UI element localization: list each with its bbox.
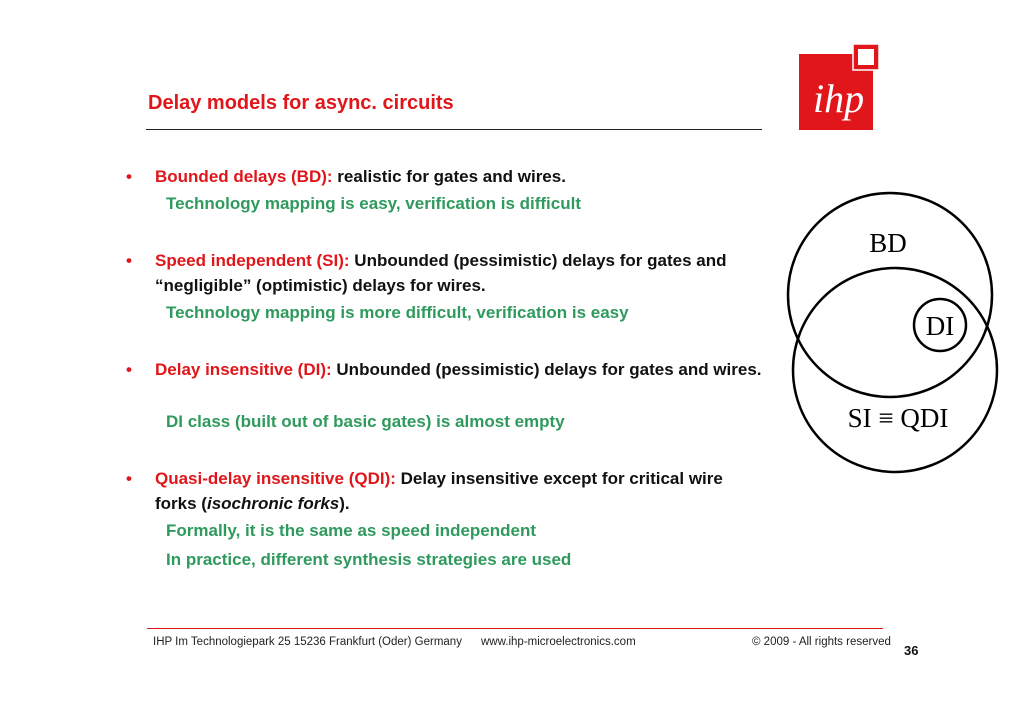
bullet-lead: Delay insensitive (DI): — [155, 360, 332, 379]
bullet-note: In practice, different synthesis strategies are used — [166, 550, 572, 569]
bullet-note: Technology mapping is easy, verification is difficult — [166, 194, 582, 213]
bullet-marker: • — [126, 167, 132, 186]
logo-text: ihp — [813, 76, 865, 121]
bullet-text: Delay insensitive except for critical wire forks ( — [155, 469, 723, 513]
bullet-marker: • — [126, 469, 132, 488]
footer-address: IHP Im Technologiepark 25 15236 Frankfurt (Oder) Germany — [153, 636, 462, 648]
bullet-note: DI class (built out of basic gates) is almost empty — [166, 412, 565, 431]
bullet-marker: • — [126, 360, 132, 379]
bullet-lead: Speed independent (SI): — [155, 251, 350, 270]
bullet-lead: Quasi-delay insensitive (QDI): — [155, 469, 396, 488]
ihp-logo — [795, 40, 885, 132]
bullet-text: ). — [339, 494, 350, 513]
title-divider — [146, 129, 762, 130]
bullet-text-italic: isochronic forks — [206, 494, 340, 513]
bullet-marker: • — [126, 251, 132, 270]
label-si-qdi: SI ≡ QDI — [847, 403, 949, 433]
bd-circle — [788, 193, 992, 397]
bullet-note: Formally, it is the same as speed independent — [166, 521, 537, 540]
footer-copyright: © 2009 - All rights reserved — [752, 636, 891, 648]
footer-website: www.ihp-microelectronics.com — [481, 636, 636, 648]
slide-title: Delay models for async. circuits — [148, 92, 454, 114]
bullet-text: realistic for gates and wires. — [337, 167, 566, 186]
page-number: 36 — [904, 643, 919, 658]
label-bd: BD — [869, 228, 907, 258]
si-qdi-circle — [793, 268, 997, 472]
bullet-note: Technology mapping is more difficult, verification is easy — [166, 303, 629, 322]
label-di: DI — [925, 311, 955, 341]
venn-diagram — [780, 190, 1010, 480]
bullet-text: Unbounded (pessimistic) delays for gates and wires. — [336, 360, 762, 379]
bullet-lead: Bounded delays (BD): — [155, 167, 333, 186]
bullet-text: Unbounded (pessimistic) delays for gates and “negligible” (optimistic) delays for wires. — [155, 251, 727, 295]
footer-divider — [147, 628, 883, 629]
